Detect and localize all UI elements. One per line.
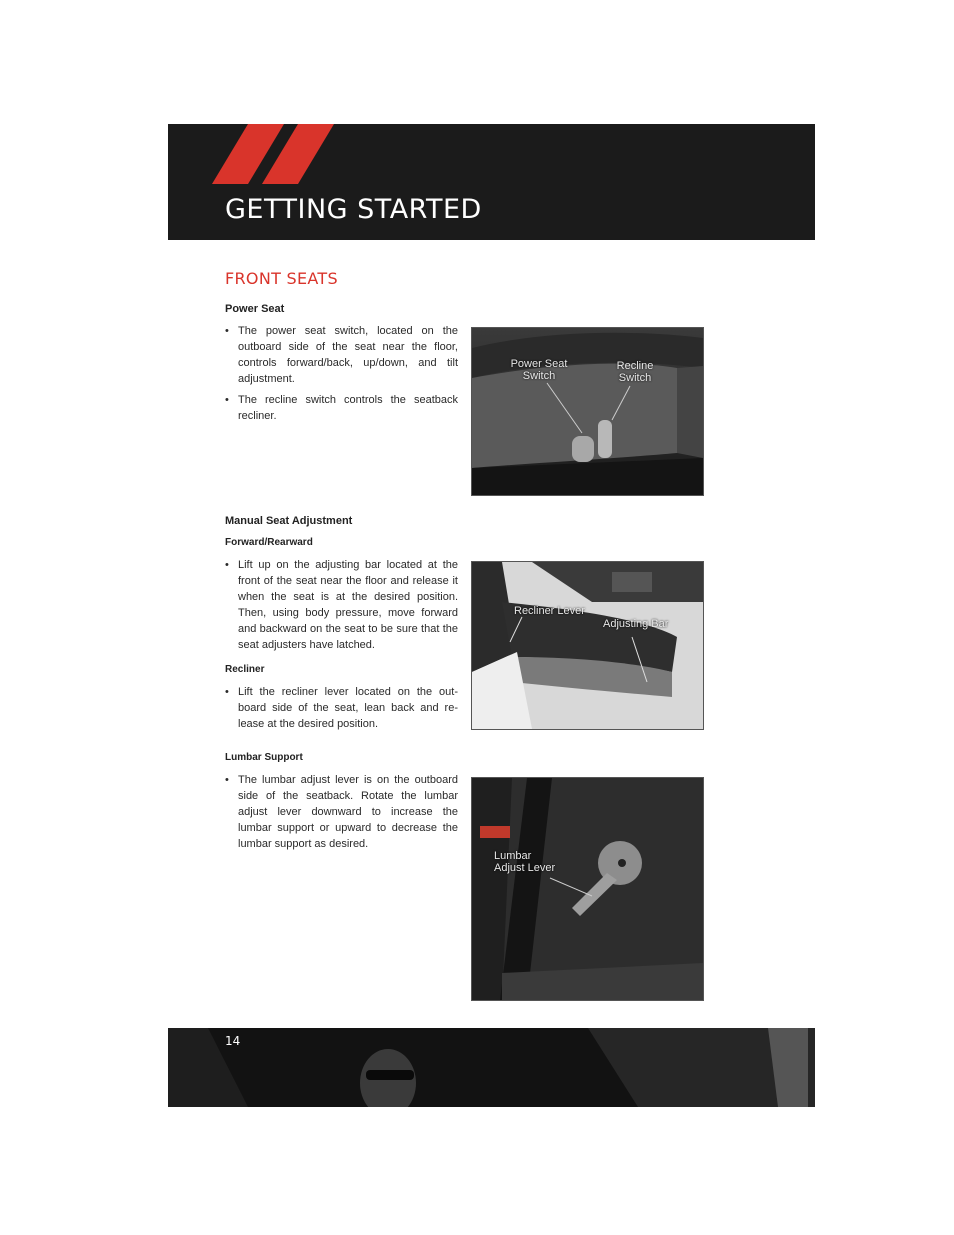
power-seat-photo <box>471 327 704 496</box>
power-seat-heading: Power Seat <box>225 303 285 315</box>
list-item: • The power seat switch, located on the outboard side of the seat near the floor, controls forward/back, up/down, and tilt adjustment. <box>225 325 458 385</box>
list-item: • The lumbar adjust lever is on the outboard side of the seatback. Rotate the lumbar adjust lever downward to increase the lumbar support or upward to decrease the lumbar support as desired. <box>225 774 458 850</box>
bullet-icon: • <box>225 394 229 406</box>
list-item: • Lift the recliner lever located on the out-board side of the seat, lean back and re-lease at the desired position. <box>225 686 458 730</box>
section-title: FRONT SEATS <box>225 269 338 288</box>
power-seat-switch-label: Power Seat Switch <box>510 358 568 382</box>
lumbar-heading: Lumbar Support <box>225 752 303 763</box>
lumbar-adjust-lever-label: Lumbar Adjust Lever <box>494 850 556 874</box>
recline-switch-label: Recline Switch <box>616 360 654 384</box>
page-number: 14 <box>225 1034 241 1048</box>
chapter-title: GETTING STARTED <box>225 194 482 225</box>
recliner-list <box>225 684 458 737</box>
page-footer <box>168 1028 815 1107</box>
manual-seat-photo <box>471 561 704 730</box>
recliner-heading: Recliner <box>225 664 265 675</box>
lumbar-list <box>225 772 458 857</box>
adjusting-bar-label: Adjusting Bar <box>603 618 669 630</box>
bullet-icon: • <box>225 559 229 571</box>
recliner-lever-label: Recliner Lever <box>514 605 585 617</box>
list-item: • The recline switch controls the seatback recliner. <box>225 394 458 422</box>
bullet-icon: • <box>225 325 229 337</box>
list-item: • Lift up on the adjusting bar located at the front of the seat near the floor and release it when the seat is at the desired position. Then, using body pressure, move forward and backward on the seat to be sure that the seat adjusters have latched. <box>225 559 458 651</box>
lumbar-photo <box>471 777 704 1001</box>
forward-list <box>225 557 458 658</box>
bullet-icon: • <box>225 774 229 786</box>
power-seat-list <box>225 323 458 429</box>
bullet-icon: • <box>225 686 229 698</box>
forward-rearward-heading: Forward/Rearward <box>225 537 313 548</box>
manual-seat-heading: Manual Seat Adjustment <box>225 515 353 527</box>
brand-stripes-icon <box>212 124 362 184</box>
chapter-header <box>168 124 815 240</box>
